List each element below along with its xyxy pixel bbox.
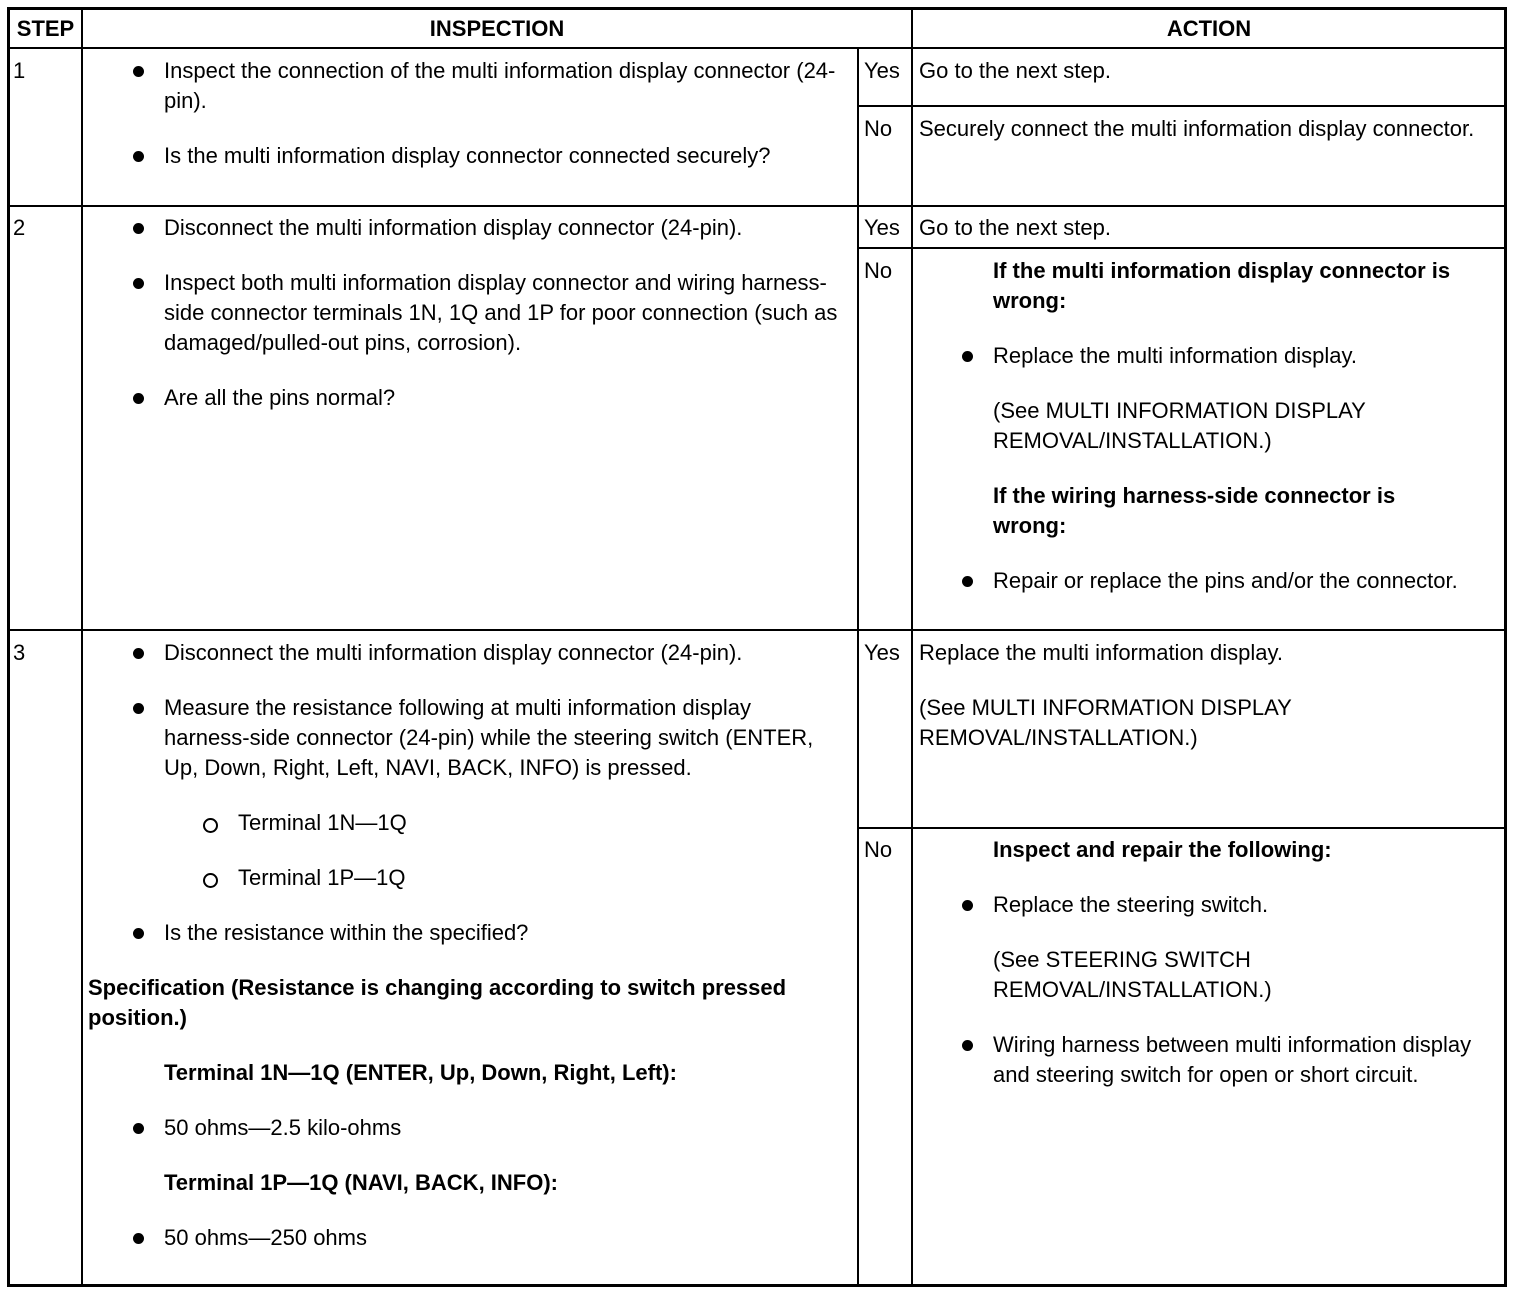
yes-label: Yes — [864, 58, 900, 83]
action-item: Replace the steering switch. — [913, 890, 1473, 920]
inspection-item: Disconnect the multi information display connector (24-pin). — [83, 213, 838, 243]
no-label: No — [864, 116, 893, 141]
inspection-item: Inspect the connection of the multi information display connector (24-pin). — [83, 56, 838, 116]
divider — [857, 48, 859, 1287]
inspection-item: Is the resistance within the specified? — [83, 918, 838, 948]
specification-terminal: Terminal 1N—1Q (ENTER, Up, Down, Right, Left): — [164, 1060, 677, 1085]
inspection-cell — [83, 56, 838, 196]
inspection-cell — [83, 638, 838, 1278]
specification-value: 50 ohms—250 ohms — [83, 1223, 838, 1253]
inspection-cell — [83, 213, 838, 438]
action-heading: If the multi information display connector is wrong: — [993, 258, 1451, 313]
specification-heading: Specification (Resistance is changing according to switch pressed position.) — [88, 975, 787, 1030]
inspection-subitem: Terminal 1P—1Q — [83, 863, 838, 893]
inspection-item: Measure the resistance following at multi information display harness-side connector (24-pin) while the steering switch (ENTER, Up, Down, Right, Left, NAVI, BACK, INFO) is pressed. — [83, 693, 838, 783]
inspection-item: Is the multi information display connector connected securely? — [83, 141, 838, 171]
yes-label: Yes — [864, 215, 900, 240]
no-action: Securely connect the multi information display connector. — [919, 116, 1475, 141]
action-item: Wiring harness between multi information display and steering switch for open or short circuit. — [913, 1030, 1473, 1090]
no-label: No — [864, 258, 893, 283]
step-number: 2 — [13, 215, 26, 240]
yes-action — [919, 638, 1479, 778]
action-reference: (See MULTI INFORMATION DISPLAY REMOVAL/INSTALLATION.) — [919, 695, 1292, 750]
action-reference: (See MULTI INFORMATION DISPLAY REMOVAL/INSTALLATION.) — [993, 398, 1366, 453]
no-label: No — [864, 837, 893, 862]
step-number: 3 — [13, 640, 26, 665]
action-reference: (See STEERING SWITCH REMOVAL/INSTALLATION.) — [993, 947, 1272, 1002]
yes-action: Go to the next step. — [919, 215, 1112, 240]
divider — [857, 105, 1507, 107]
action-item: Replace the multi information display. — [913, 341, 1473, 371]
action-heading: Inspect and repair the following: — [993, 837, 1332, 862]
header-step: STEP — [16, 16, 75, 41]
no-action — [913, 256, 1473, 621]
specification-terminal: Terminal 1P—1Q (NAVI, BACK, INFO): — [164, 1170, 559, 1195]
divider — [7, 205, 1507, 207]
no-action — [913, 835, 1473, 1115]
inspection-item: Inspect both multi information display connector and wiring harness-side connector terminals 1N, 1Q and 1P for poor connection (such as damaged/pulled-out pins, corrosion). — [83, 268, 838, 358]
action-heading: If the wiring harness-side connector is wrong: — [993, 483, 1396, 538]
yes-label: Yes — [864, 640, 900, 665]
divider — [857, 827, 1507, 829]
inspection-item: Are all the pins normal? — [83, 383, 838, 413]
yes-action: Go to the next step. — [919, 58, 1112, 83]
divider — [7, 629, 1507, 631]
action-item: Repair or replace the pins and/or the connector. — [913, 566, 1473, 596]
action-item: Replace the multi information display. — [919, 640, 1283, 665]
header-inspection: INSPECTION — [429, 16, 565, 41]
step-number: 1 — [13, 58, 26, 83]
specification-value: 50 ohms—2.5 kilo-ohms — [83, 1113, 838, 1143]
inspection-subitem: Terminal 1N—1Q — [83, 808, 838, 838]
divider — [857, 247, 1507, 249]
inspection-item: Disconnect the multi information display connector (24-pin). — [83, 638, 838, 668]
header-action: ACTION — [1166, 16, 1252, 41]
